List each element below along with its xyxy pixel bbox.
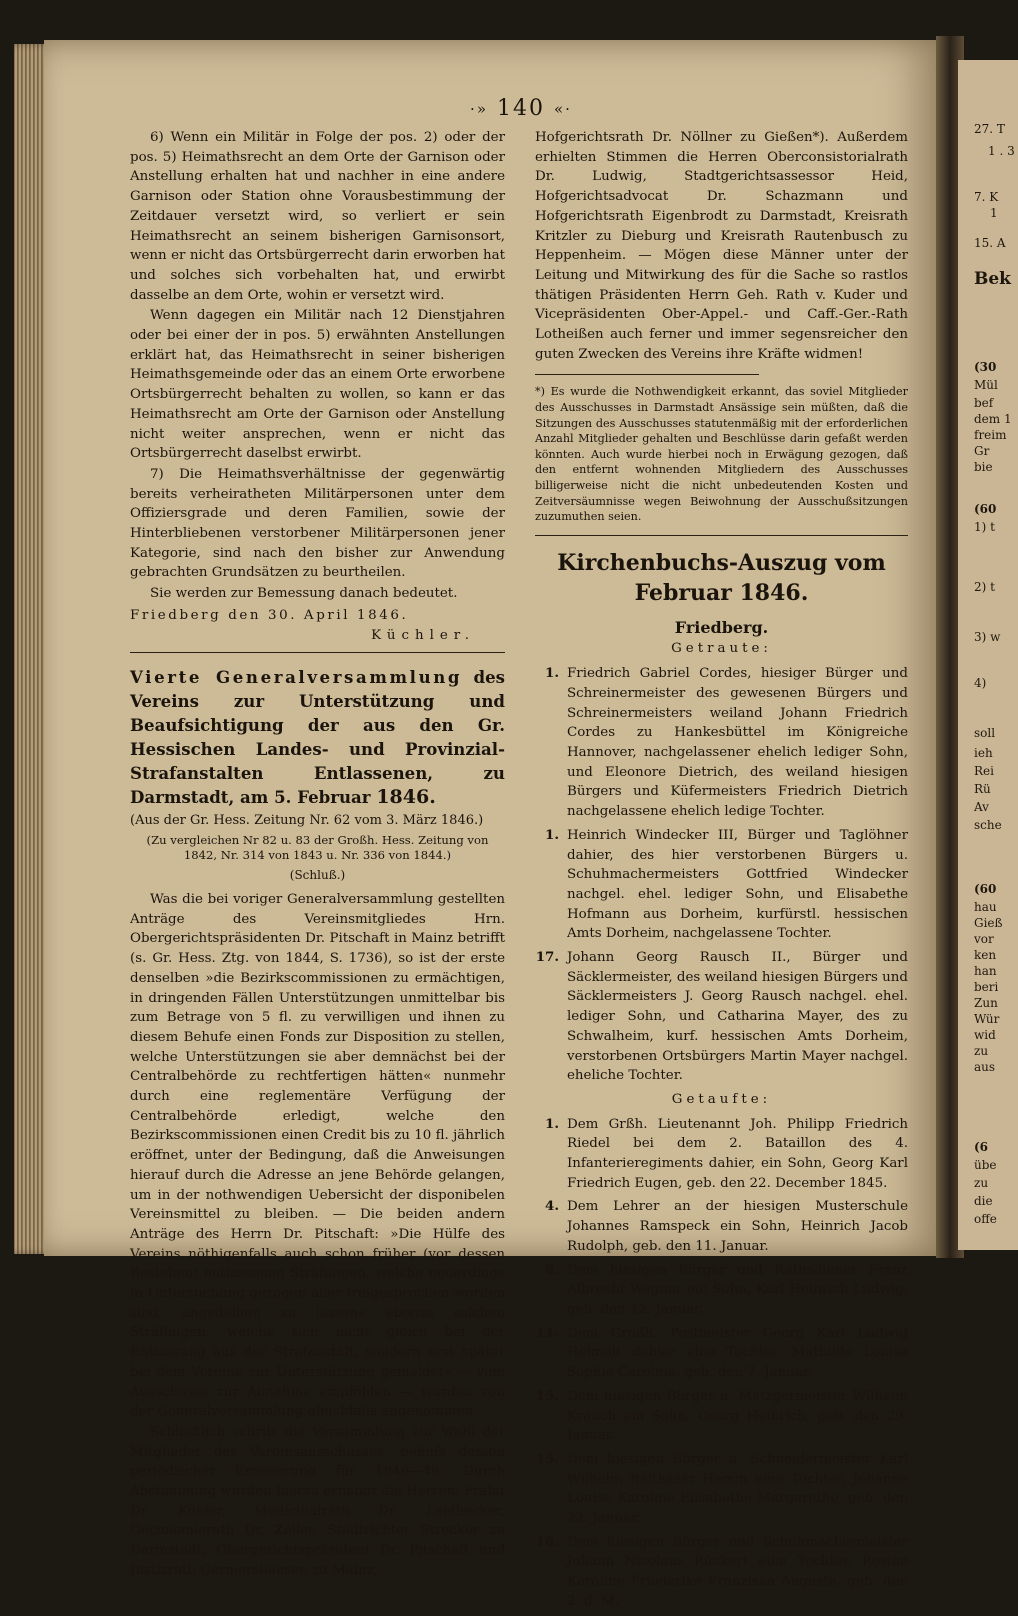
fragment-text: 4) <box>974 676 987 690</box>
baptisms-heading: Getaufte: <box>671 1091 772 1107</box>
article-continuation: Hofgerichtsrath Dr. Nöllner zu Gießen*). Außerdem erhielten Stimmen die Herren Oberconsistorialrath Dr. Ludwig, Stadtgerichtsassessor Heid, Hofgerichtsadvocat Dr. Schazmann und Hofgerichtsrath Eigenbrodt zu Darmstadt, Kreisrath Kritzler zu Dieburg und Kreisrath Rautenbusch zu Heppenheim. — Mögen diese Männer unter der Leitung und Mitwirkung des für die Sache so rastlos thätigen Präsidenten Herrn Geh. Rath v. Kuder und Vicepräsidenten Ober-Appel.- und Caff.-Ger.-Rath Lotheißen auch ferner und immer segensreicher den guten Zwecken des Vereins ihre Kräfte widmen! <box>535 130 908 362</box>
article-title-spaced: Vierte Generalversammlung <box>130 667 463 688</box>
entry-number: 4. <box>545 1198 559 1215</box>
entry-text: Dem hiesigen Bürger u. Metzgermeister Wilhelm Krauch ein Sohn, Georg Heinrich, geb. den 29. Januar. <box>567 1388 908 1444</box>
fragment-text: (6 <box>974 1140 989 1154</box>
entry-text: Heinrich Windecker III, Bürger und Taglöhner dahier, des hier verstorbenen Bürgers u. Schuhmachermeisters Gottfried Windecker nachgel. ehel. lediger Sohn, und Elisabethe Hofmann aus Dorheim, kurfürstl. hessischen Amts Dorheim, nachgelassene Tochter. <box>567 827 908 942</box>
signoff-place-date: Friedberg den 30. April 1846. <box>130 607 409 623</box>
fragment-text: ieh <box>974 746 993 760</box>
fragment-text: Gr <box>974 444 990 458</box>
baptism-entry <box>535 1197 908 1256</box>
fragment-text: vor <box>974 932 994 946</box>
baptism-entry <box>535 1324 908 1383</box>
ornament-right-icon: «· <box>554 100 572 118</box>
entry-number: 16. <box>535 1533 559 1550</box>
entry-number: 8. <box>545 1261 559 1278</box>
fragment-text: übe <box>974 1158 997 1172</box>
entry-number: 1. <box>545 665 559 682</box>
entry-text: Dem hiesigen Bürger u. Schneidermeister Karl Wilhelm Balthasar Hamm eine Tochter, Johanne Louise Karoline Elisabethe Margarethe, geb. den 22. Januar. <box>567 1451 908 1527</box>
article-paragraph: Was die bei voriger Generalversammlung gestellten Anträge des Vereinsmitgliedes Hrn. Obergerichtspräsidenten Dr. Pitschaft in Mainz betrifft (s. Gr. Hess. Ztg. von 1844, S. 1736), so ist der erste denselben »die Bezirkscommissionen zu ermächtigen, in dringenden Fällen Unterstützungen unmittelbar bis zum Betrage von 5 fl. zu verwilligen und ihnen zu diesem Behufe einen Fonds zur Disposition zu stellen, welche Unterstützungen sie aber demnächst bei der Centralbehörde zu rechtfertigen hätten« nunmehr durch eine reglementäre Verfügung der Centralbehörde erledigt, welche den Bezirkscommissionen einen Credit bis zu 10 fl. jährlich eröffnet, unter der Bedingung, daß die Anweisungen hierauf durch die Adresse an jene Behörde gelangen, um in der nothwendigen Uebersicht der disponibelen Vereinsmittel zu bleiben. — Die beiden andern Anträge des Herrn Dr. Pitschaft: »Die Hülfe des Vereins nöthigenfalls auch schon früher (vor dessen Bestehen) entlassenen Sträflingen, welche neuerdings in Untersuchung gezogen aber freigesprochen worden sind, angedeihen zu lassen« ebenso solchen Sträflingen, welche sich nicht gleich bei der Entlassung aus der Strafanstalt, sondern erst später bei dem Vereine zur Unterstützung gemeldet« — vom Ausschusse zur Annahme empfohlen — wurden von der Generalversammlung gleichfalls angenommen. <box>130 891 505 1420</box>
footnote-text: *) Es wurde die Nothwendigkeit erkannt, das soviel Mitglieder des Ausschusses in Darmstadt Ansässige sein müßten, daß die Sitzungen des Ausschusses statutenmäßig mit der erforderlichen Anzahl Mitglieder gehalten und Beschlüsse darin gefaßt werden könnten. Auch wurde hierbei noch in Erwägung gezogen, daß den entfernt wohnenden Mitgliedern des Ausschusses billigerweise nicht die nicht unbedeutenden Kosten und Zeitversäumnisse wegen Beiwohnung der Ausschußsitzungen zuzumuthen seien. <box>535 385 908 524</box>
fragment-text: ken <box>974 948 997 962</box>
fragment-text: soll <box>974 726 996 740</box>
entry-number: 15. <box>535 1387 559 1404</box>
fragment-text: 1 <box>990 206 998 220</box>
section-rule <box>130 652 505 653</box>
left-column <box>130 128 505 1582</box>
marriage-entry <box>535 664 908 822</box>
fragment-text: 27. T <box>974 122 1005 136</box>
fragment-text: 1 . 3 <box>988 144 1015 158</box>
page-number: 140 <box>497 96 545 121</box>
marriage-entry <box>535 826 908 944</box>
fragment-text: (60 <box>974 502 997 516</box>
entry-number: 17. <box>535 949 559 966</box>
fragment-text: aus <box>974 1060 996 1074</box>
fragment-text: hau <box>974 900 997 914</box>
military-paragraph-6: 6) Wenn ein Militär in Folge der pos. 2) oder der pos. 5) Heimathsrecht an dem Orte der Garnison oder Anstellung erhalten hat und nachher in eine andere Garnison oder Station ohne Vorausbestimmung der Zeitdauer versetzt wird, so verliert er sein Heimathsrecht an seinem bisherigen Garnisonsort, wenn er nicht das Ortsbürgerrecht darin erworben hat und solches sich vorbehalten hat, und erwirbt dasselbe an dem Orte, wohin er versetzt wird. <box>130 130 505 303</box>
fragment-text: 3) w <box>974 630 1001 644</box>
article-title-year: 1846. <box>376 786 436 809</box>
fragment-text: sche <box>974 818 1002 832</box>
entry-text: Johann Georg Rausch II., Bürger und Säcklermeister, des weiland hiesigen Bürgers und Säcklermeisters J. Georg Rausch nachgel. ehel. lediger Sohn, und Catharina Mayer, des zu Schwalheim, kurf. hessischen Amts Dorheim, verstorbenen Ortsbürgers Martin Mayer nachgel. eheliche Tochter. <box>567 950 908 1084</box>
church-register-place: Friedberg. <box>674 617 769 637</box>
fragment-text: offe <box>974 1212 997 1226</box>
entry-text: Friedrich Gabriel Cordes, hiesiger Bürger und Schreinermeister des gewesenen Bürgers und Schreinermeisters weiland Johann Friedrich Cordes zu Hankesbüttel im Königreiche Hannover, nachgelassener ehelich lediger Sohn, und Eleonore Dietrich, des weiland hiesigen Bürgers und Küfermeisters Friedrich Dietrich nachgelassene ehelich ledige Tochter. <box>567 666 908 820</box>
fragment-text: 7. K <box>974 190 999 204</box>
fragment-heading: Bek <box>974 269 1011 289</box>
footnote-rule <box>535 374 759 375</box>
fragment-text: (30 <box>974 360 997 374</box>
fragment-text: Mül <box>974 378 998 392</box>
fragment-text: freim <box>974 428 1007 442</box>
entry-text: Dem Grßh. Lieutenannt Joh. Philipp Friedrich Riedel bei dem 2. Bataillon des 4. Infanterieregiments dahier, ein Sohn, Georg Karl Friedrich Eugen, geb. den 22. December 1845. <box>567 1116 908 1191</box>
fragment-text: zu <box>974 1176 989 1190</box>
fragment-text: beri <box>974 980 999 994</box>
baptism-entry <box>535 1387 908 1446</box>
entry-number: 15. <box>535 1450 559 1467</box>
article-conclusion-marker: (Schluß.) <box>289 868 346 883</box>
military-paragraph-sie: Sie werden zur Bemessung danach bedeutet. <box>150 586 458 602</box>
article-title-main: des Vereins zur Unterstützung und Beaufsichtigung der aus den Gr. Hessischen Landes- und Provinzial-Strafanstalten Entlassenen, zu Darmstadt, am 5. Februar <box>130 667 505 808</box>
military-paragraph-wenn: Wenn dagegen ein Militär nach 12 Dienstjahren oder bei einer der in pos. 5) erwähnten Anstellungen erklärt hat, das Heimathsrecht in seiner bisherigen Heimathsgemeinde oder das an einem Orte erworbene Ortsbürgerrecht behalten zu wollen, so kann er das Heimathsrecht am Orte der Garnison oder Anstellung nicht weiter ansprechen, wenn er nicht das Ortsbürgerrecht daselbst erwirbt. <box>130 308 505 462</box>
article-title <box>130 665 505 809</box>
fragment-text: wid <box>974 1028 996 1042</box>
baptism-entry <box>535 1115 908 1194</box>
military-paragraph-7: 7) Die Heimathsverhältnisse der gegenwärtig bereits verheiratheten Militärpersonen unter dem Offiziersgrade und deren Familien, sowie der Hinterbliebenen verstorbener Militärpersonen jener Kategorie, sind nach den bisher zur Anwendung gebrachten Grundsätzen zu beurtheilen. <box>130 466 505 581</box>
baptism-entry <box>535 1261 908 1320</box>
fragment-text: die <box>974 1194 993 1208</box>
fragment-text: bef <box>974 396 994 410</box>
fragment-text: zu <box>974 1044 989 1058</box>
running-head <box>456 96 586 121</box>
fragment-text: Zun <box>974 996 998 1010</box>
fragment-text: 2) t <box>974 580 995 594</box>
ornament-left-icon: ·» <box>470 100 488 118</box>
church-register-title: Kirchenbuchs-Auszug vom Februar 1846. <box>557 549 886 606</box>
baptism-entry <box>535 1533 908 1612</box>
fragment-text: Gieß <box>974 916 1003 930</box>
fragment-text: (60 <box>974 882 997 896</box>
signoff-author: Küchler. <box>371 627 475 643</box>
section-rule <box>535 535 908 536</box>
fragment-text: Wür <box>974 1012 1000 1026</box>
right-page-fragment <box>958 60 1018 1250</box>
fragment-text: Rü <box>974 782 991 796</box>
entry-text: Dem hiesigen Bürger und Schuhmachermeister Johann Nicolaus Rückert eine Tochter, Rosine Karoline Friederike Franziska Auguste, geb. den 2. d. M. <box>567 1534 908 1609</box>
fragment-text: dem 1 <box>974 412 1012 426</box>
footnote <box>535 384 908 524</box>
article-paragraph: Schließlich schritt die Versammlung zur Wahl der Mitglieder des Vereinsausschusses, behufs dessen periodischer Erneuerung für 1846—48. Durch Abstimmung wurden hierzu ernannt die Herren: Prälat Dr. Köhler, Medicinalrath Dr. Leidhecker, Oeconomierath Dr. Zeller, Stadtrichter Strecker zu Darmstadt, Obergerichtspräsident Dr. Pitschaft und Justizrath Germershausen zu Mainz, <box>130 1424 505 1578</box>
entry-text: Dem Lehrer an der hiesigen Musterschule Johannes Ramspeck ein Sohn, Heinrich Jacob Rudolph, geb. den 11. Januar. <box>567 1199 908 1254</box>
fragment-text: han <box>974 964 997 978</box>
marriage-entry <box>535 948 908 1086</box>
article-source: (Aus der Gr. Hess. Zeitung Nr. 62 vom 3. März 1846.) <box>130 813 484 829</box>
fragment-text: Av <box>974 800 989 814</box>
fragment-text: Rei <box>974 764 994 778</box>
signoff <box>130 606 505 645</box>
entry-text: Dem Großh. Postmeister Georg Karl Ludwig Helmolt dahier eine Tochter, Mathilde Louise Sophie Caroline, geb. den 7. Januar. <box>567 1325 908 1381</box>
marriages-heading: Getraute: <box>671 641 772 657</box>
right-column <box>535 128 908 1616</box>
entry-text: Dem hiesigen Bürger und Rathsdiener Franz Albrecht Wagner ein Sohn, Karl Heinrich Ludwig, geb. den 12. Januar. <box>567 1262 908 1317</box>
fragment-text: bie <box>974 460 993 474</box>
article-compare-note: (Zu vergleichen Nr 82 u. 83 der Großh. Hess. Zeitung von 1842, Nr. 314 von 1843 u. Nr. 336 von 1844.) <box>146 833 489 863</box>
fragment-text: 15. A <box>974 236 1006 250</box>
entry-number: 11. <box>535 1324 559 1341</box>
fragment-text: 1) t <box>974 520 995 534</box>
entry-number: 1. <box>545 1115 559 1132</box>
baptism-entry <box>535 1450 908 1529</box>
entry-number: 1. <box>545 826 559 843</box>
